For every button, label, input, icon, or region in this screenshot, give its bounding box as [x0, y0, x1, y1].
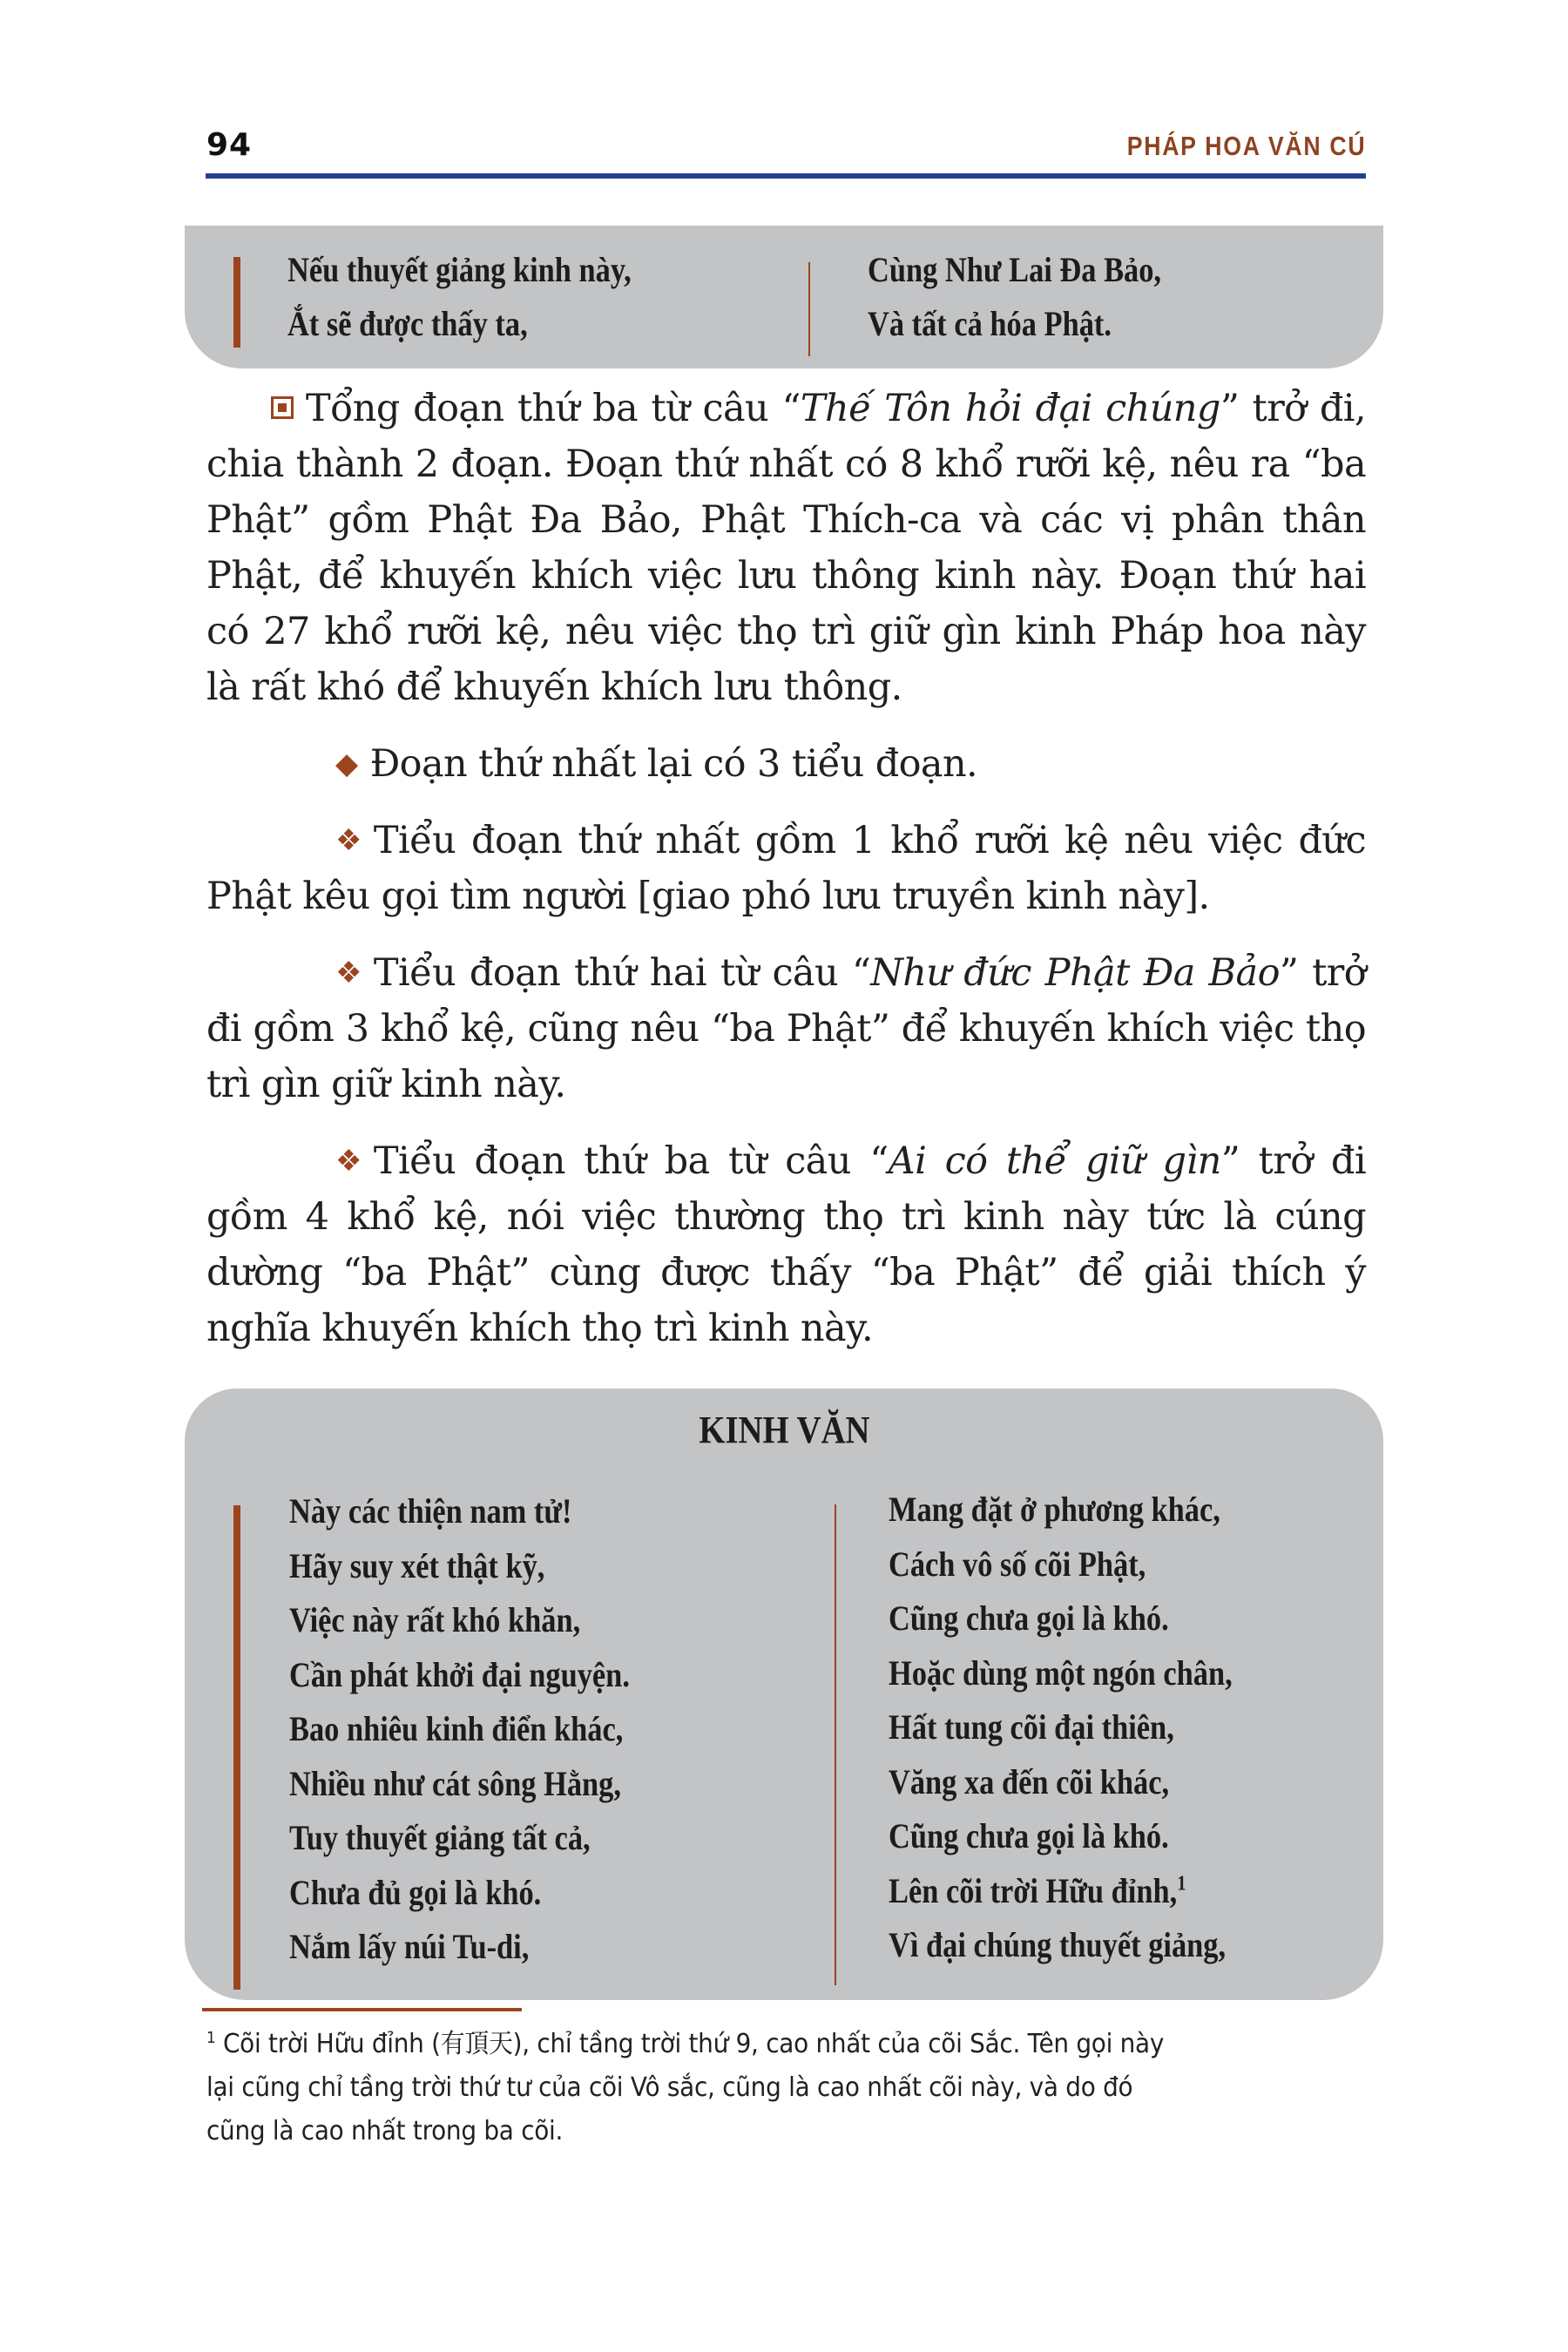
square-icon	[271, 396, 294, 419]
header-rule	[206, 173, 1366, 179]
verse-text: Tuy thuyết giảng tất cả,	[289, 1818, 591, 1857]
quoted-phrase: Ai có thể giữ gìn	[888, 1139, 1221, 1183]
verse-text: Văng xa đến cõi khác,	[889, 1761, 1170, 1801]
body-paragraph	[206, 945, 1366, 1112]
footnote-line	[206, 2110, 1286, 2153]
four-diamond-icon: ❖	[335, 823, 362, 858]
kinh-van-title-text: KINH VĂN	[698, 1409, 870, 1451]
top-verse-box	[185, 226, 1383, 368]
body-paragraph	[206, 1133, 1366, 1356]
footnote	[206, 2023, 1367, 2153]
footnote-rule	[202, 2008, 522, 2011]
verse-text: Hãy suy xét thật kỹ,	[289, 1545, 545, 1585]
verse-text: Lên cõi trời Hữu đỉnh,	[889, 1870, 1178, 1910]
verse-line	[289, 1811, 630, 1866]
footnote-line	[206, 2023, 1286, 2066]
verse-text: Cũng chưa gọi là khó.	[889, 1598, 1169, 1638]
verse-line	[889, 1809, 1233, 1864]
quoted-phrase: Như đức Phật Đa Bảo	[870, 951, 1280, 995]
kinh-van-title	[185, 1408, 1383, 1452]
footnote-text: cũng là cao nhất trong ba cõi.	[206, 2116, 564, 2146]
footnote-line	[206, 2066, 1286, 2110]
top-verse-right-column	[868, 243, 1161, 351]
verse-text: Nắm lấy núi Tu-di,	[289, 1927, 530, 1966]
paragraph-text: ” trở đi, chia thành 2 đoạn. Đoạn thứ nhất có 8 khổ rưỡi kệ, nêu ra “ba Phật” gồm Phật Đa Bảo, Phật Thích-ca và các vị phân thân Phật, để khuyến khích việc lưu thông kinh này. Đoạn thứ hai có 27 khổ rưỡi kệ, nêu việc thọ trì giữ gìn kinh Pháp hoa này là rất khó để khuyến khích lưu thông.	[206, 387, 1366, 709]
top-verse-left-column	[287, 243, 632, 351]
verse-text: Vì đại chúng thuyết giảng,	[889, 1925, 1227, 1964]
footnote-reference[interactable]: 1	[1177, 1872, 1186, 1896]
verse-line	[889, 1592, 1233, 1646]
kinh-van-left-column	[289, 1484, 630, 1975]
verse-text: Hoặc dùng một ngón chân,	[889, 1652, 1233, 1693]
footnote-text: lại cũng chỉ tầng trời thứ tư của cõi Vô sắc, cũng là cao nhất cõi này, và do đó	[206, 2072, 1133, 2103]
verse-text: Nhiều như cát sông Hằng,	[289, 1763, 621, 1803]
verse-line	[889, 1646, 1233, 1701]
kinh-van-box	[185, 1389, 1383, 2000]
verse-line	[289, 1866, 630, 1921]
verse-line	[889, 1864, 1233, 1919]
paragraph-text: Tổng đoạn thứ ba từ câu “	[306, 387, 801, 430]
quoted-phrase: Thế Tôn hỏi đại chúng	[800, 387, 1220, 430]
verse-line: Nếu thuyết giảng kinh này,	[287, 250, 632, 289]
verse-line	[289, 1920, 630, 1975]
verse-line	[889, 1483, 1233, 1538]
verse-line	[889, 1918, 1233, 1973]
verse-column-divider	[808, 262, 810, 356]
verse-line	[889, 1755, 1233, 1810]
verse-line	[289, 1648, 630, 1703]
verse-text: Cần phát khởi đại nguyện.	[289, 1654, 630, 1694]
verse-text: Hất tung cõi đại thiên,	[889, 1707, 1174, 1747]
body-paragraph	[206, 736, 1366, 792]
verse-text: Chưa đủ gọi là khó.	[289, 1872, 542, 1912]
verse-line	[289, 1484, 630, 1539]
verse-column-divider	[835, 1504, 836, 1985]
paragraph-text: ” trở đi gồm 3 khổ kệ, cũng nêu “ba Phật” để khuyến khích việc thọ trì gìn giữ kinh này.	[206, 951, 1367, 1106]
verse-accent-bar	[233, 257, 240, 348]
verse-line: Ắt sẽ được thấy ta,	[287, 304, 528, 343]
verse-line	[289, 1539, 630, 1594]
paragraph-text: ” trở đi gồm 4 khổ kệ, nói việc thường thọ trì kinh này tức là cúng dường “ba Phật” cùng được thấy “ba Phật” để giải thích ý nghĩa khuyến khích thọ trì kinh này.	[206, 1139, 1366, 1350]
body-paragraph	[206, 813, 1366, 924]
verse-line	[889, 1538, 1233, 1592]
four-diamond-icon: ❖	[335, 956, 362, 990]
running-title: PHÁP HOA VĂN CÚ	[1126, 131, 1366, 161]
verse-line	[289, 1593, 630, 1648]
verse-text: Cũng chưa gọi là khó.	[889, 1816, 1169, 1855]
paragraph-text: Đoạn thứ nhất lại có 3 tiểu đoạn.	[369, 742, 978, 786]
verse-text: Mang đặt ở phương khác,	[889, 1490, 1220, 1529]
body-text	[206, 381, 1366, 1356]
paragraph-text: Tiểu đoạn thứ hai từ câu “	[373, 951, 871, 995]
kinh-van-right-column	[889, 1483, 1233, 1973]
verse-text: Bao nhiêu kinh điển khác,	[289, 1709, 624, 1748]
verse-accent-bar	[233, 1505, 240, 1990]
paragraph-text: Tiểu đoạn thứ nhất gồm 1 khổ rưỡi kệ nêu việc đức Phật kêu gọi tìm người [giao phó lưu truyền kinh này].	[206, 819, 1366, 918]
verse-text: Việc này rất khó khăn,	[289, 1600, 581, 1639]
paragraph-text: Tiểu đoạn thứ ba từ câu “	[373, 1139, 889, 1183]
page-number: 94	[206, 127, 253, 163]
verse-text: Này các thiện nam tử!	[289, 1491, 572, 1531]
verse-line	[889, 1700, 1233, 1755]
footnote-text: Cõi trời Hữu đỉnh (有頂天), chỉ tầng trời thứ 9, cao nhất của cõi Sắc. Tên gọi này	[222, 2029, 1165, 2059]
verse-line: Cùng Như Lai Đa Bảo,	[868, 250, 1162, 289]
verse-line	[289, 1757, 630, 1812]
verse-line: Và tất cả hóa Phật.	[868, 304, 1112, 343]
four-diamond-icon: ❖	[335, 1144, 362, 1179]
diamond-icon: ◆	[335, 747, 358, 781]
body-paragraph	[206, 381, 1366, 715]
verse-text: Cách vô số cõi Phật,	[889, 1544, 1146, 1584]
verse-line	[289, 1702, 630, 1757]
footnote-marker: 1	[206, 2029, 216, 2048]
